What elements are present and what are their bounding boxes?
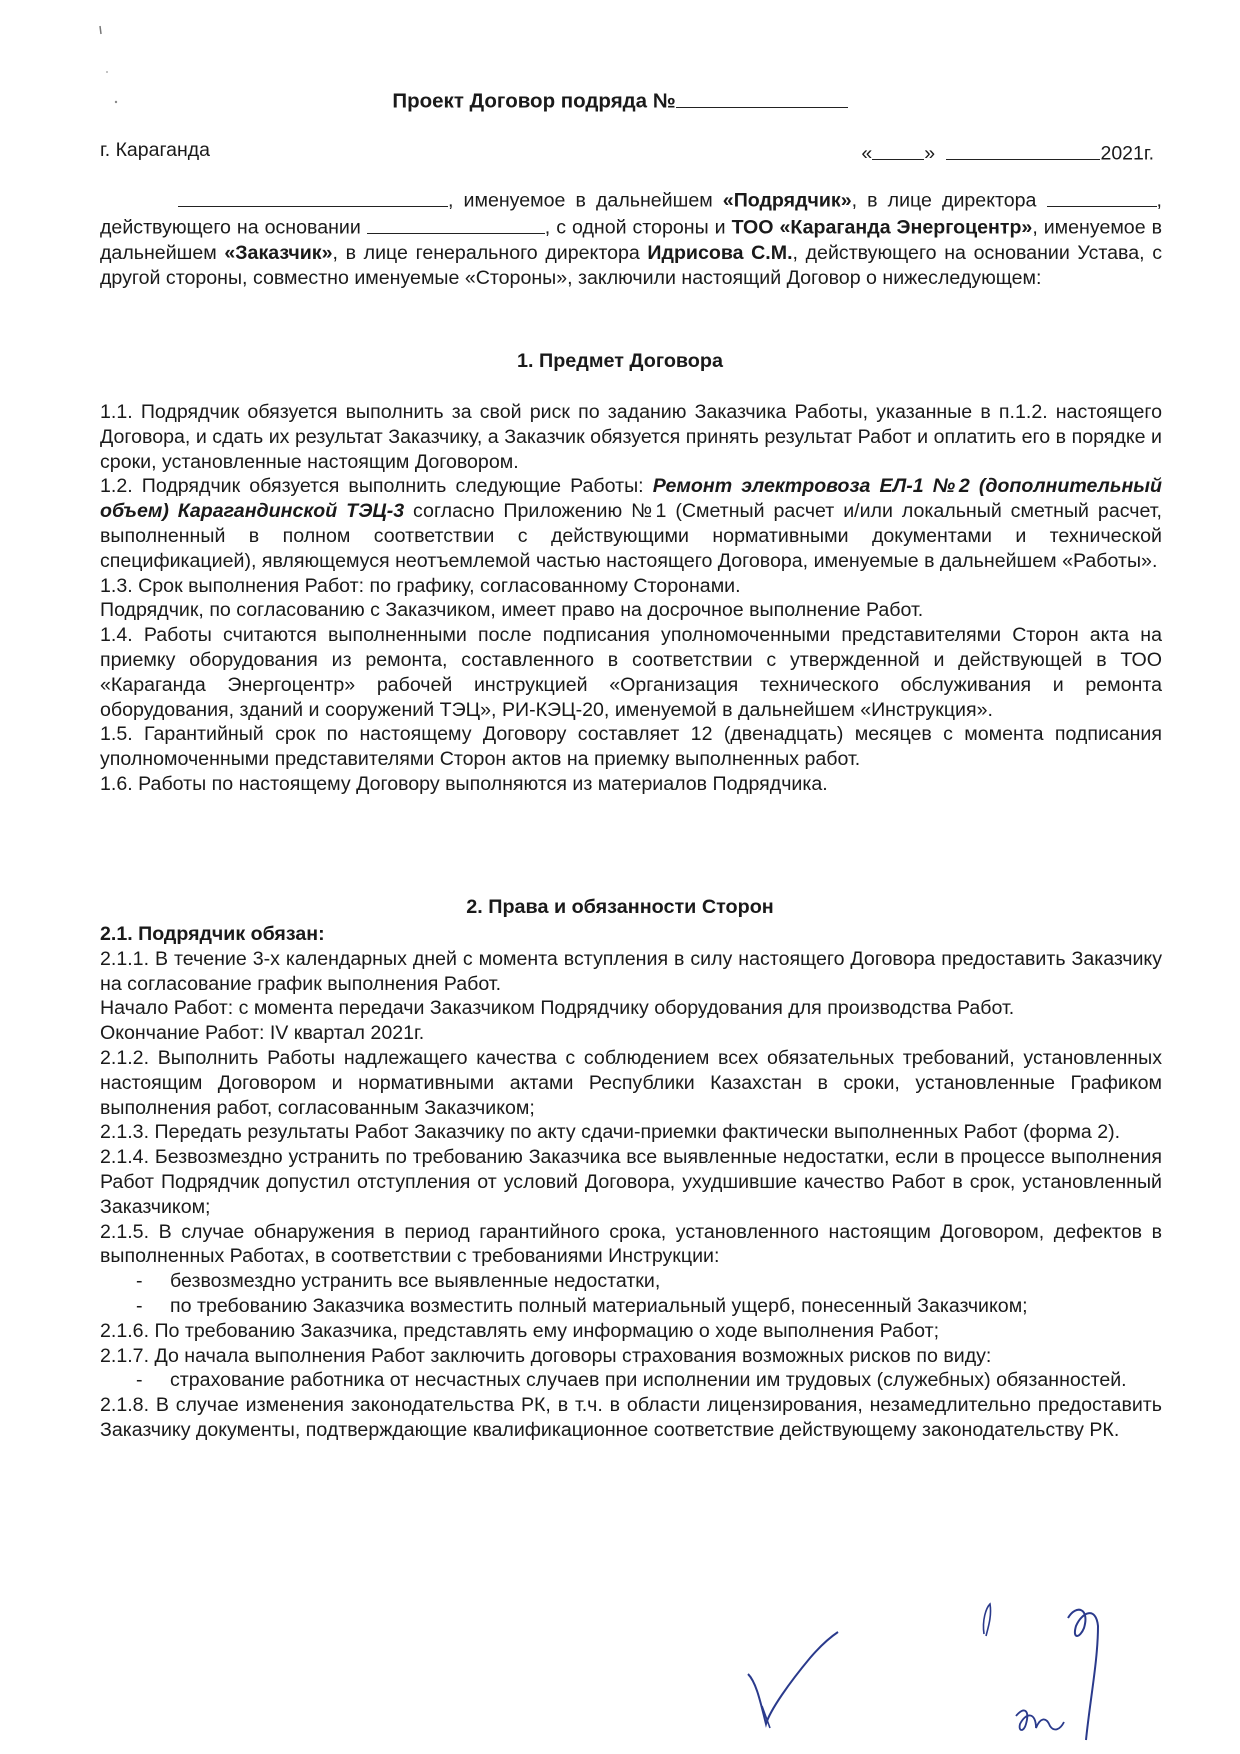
clause-2-1-4: 2.1.4. Безвозмездно устранить по требованию Заказчика все выявленные недостатки, если в процессе выполнения Работ Подрядчик допустил отступления от условий Договора, ухудшившие качество Работ в срок, установленный Заказчиком;: [100, 1146, 1162, 1218]
preamble-text-2: , в лице директора: [851, 189, 1047, 212]
bullet-dash: -: [136, 1294, 143, 1317]
bullet-text: страхование работника от несчастных случаев при исполнении им трудовых (служебных) обязанностей.: [170, 1369, 1127, 1392]
customer-term: «Заказчик»: [224, 241, 333, 264]
bullet-dash: -: [136, 1270, 143, 1293]
bullet-text: по требованию Заказчика возместить полный материальный ущерб, понесенный Заказчиком;: [170, 1294, 1028, 1317]
director-name-blank: [1047, 186, 1157, 207]
preamble-text-1: , именуемое в дальнейшем: [448, 189, 723, 212]
customer-company: ТОО «Караганда Энергоцентр»: [731, 216, 1033, 239]
clause-2-1-1: 2.1.1. В течение 3-х календарных дней с момента вступления в силу настоящего Договора предоставить Заказчику на согласование график выполнения Работ.: [100, 947, 1162, 995]
subsection-2-1-title: [100, 922, 1162, 947]
work-description: Ремонт электровоза ЕЛ-1 №2 (дополнительный объем) Карагандинской ТЭЦ-3: [100, 475, 1163, 523]
section-2-body: [100, 922, 1162, 1443]
section-1-title: 1. Предмет Договора: [517, 350, 723, 372]
contract-number-blank: [676, 86, 848, 108]
section-2-title: 2. Права и обязанности Сторон: [466, 896, 774, 918]
clause-1-1: 1.1. Подрядчик обязуется выполнить за свой риск по заданию Заказчика Работы, указанные в п.1.2. настоящего Договора, и сдать их результат Заказчику, а Заказчик обязуется принять результат Работ и оплатить его в порядке и сроки, установленные настоящим Договором.: [100, 401, 1162, 473]
clause-1-5: 1.5. Гарантийный срок по настоящему Договору составляет 12 (двенадцать) месяцев с момента подписания уполномоченными представителями Сторон актов на приемку выполненных работ.: [100, 723, 1162, 771]
scan-specks: [0, 0, 1240, 160]
work-end: Окончание Работ: IV квартал 2021г.: [100, 1022, 425, 1045]
preamble: [100, 186, 1162, 290]
bullet-text: безвозмездно устранить все выявленные недостатки,: [170, 1270, 661, 1293]
basis-blank: [367, 213, 545, 234]
clause-2-1-5: 2.1.5. В случае обнаружения в период гарантийного срока, установленного настоящим Договором, дефектов в выполненных Работах, в соответствии с требованиями Инструкции:: [100, 1220, 1162, 1268]
date-line: [861, 139, 1154, 166]
city-label: г. Караганда: [100, 139, 210, 161]
clause-2-1-3: 2.1.3. Передать результаты Работ Заказчику по акту сдачи-приемки фактически выполненных Работ (форма 2).: [100, 1121, 1121, 1144]
clause-1-2-text-b: согласно Приложению №1 (Сметный расчет и/или локальный сметный расчет, выполненный в полном соответствии с действующими нормативными документами и технической спецификацией), являющемуся неотъемлемой частью настоящего Договора, именуемые в дальнейшем «Работы».: [100, 500, 1162, 572]
preamble-text-7: , действующего на основании Устава, с другой стороны, совместно именуемые «Стороны», заключили настоящий Договор о нижеследующем:: [100, 241, 1162, 289]
month-blank: [946, 139, 1100, 160]
contractor-term: «Подрядчик»: [722, 189, 852, 212]
clause-2-1-6: 2.1.6. По требованию Заказчика, представлять ему информацию о ходе выполнения Работ;: [100, 1319, 940, 1342]
clause-2-1-8: 2.1.8. В случае изменения законодательства РК, в т.ч. в области лицензирования, незамедлительно предоставить Заказчику документы, подтверждающие квалификационное соответствие действующему законодательству РК.: [100, 1394, 1162, 1441]
date-year: 2021г.: [1100, 142, 1154, 165]
document-title: [0, 86, 1240, 114]
contractor-name-blank: [178, 186, 448, 207]
clause-1-6: 1.6. Работы по настоящему Договору выполняются из материалов Подрядчика.: [100, 772, 828, 795]
day-blank: [872, 139, 924, 160]
clause-1-3-note: Подрядчик, по согласованию с Заказчиком, имеет право на досрочное выполнение Работ.: [100, 599, 924, 622]
clause-1-4: 1.4. Работы считаются выполненными после подписания уполномоченными представителями Сторон акта на приемку оборудования из ремонта, составленного в соответствии с утвержденной и действующей в ТОО «Караганда Энергоцентр» рабочей инструкцией «Организация технического обслуживания и ремонта оборудования, зданий и сооружений ТЭЦ», РИ-КЭЦ-20, именуемой в дальнейшем «Инструкция».: [100, 624, 1162, 721]
bullet-dash: -: [136, 1369, 143, 1392]
signature-2: [980, 1600, 1150, 1750]
director-name: Идрисова С.М.: [647, 241, 793, 264]
list-item: [100, 1368, 1162, 1393]
date-quote-open: «: [861, 142, 873, 165]
preamble-text-6: , в лице генерального директора: [332, 241, 648, 264]
clause-2-1-2: 2.1.2. Выполнить Работы надлежащего качества с соблюдением всех обязательных требований, установленных настоящим Договором и нормативными актами Республики Казахстан в сроки, установленные Графиком выполнения работ, согласованным Заказчиком;: [100, 1046, 1162, 1119]
preamble-text-5: , именуемое в дальнейшем: [100, 216, 1162, 264]
preamble-text-4: , с одной стороны и: [544, 216, 732, 239]
title-text: Проект Договор подряда №: [392, 89, 676, 113]
section-1-body: [100, 400, 1162, 797]
preamble-text-3: , действующего на основании: [100, 189, 1162, 239]
subsection-2-1-label: 2.1. Подрядчик обязан:: [100, 923, 325, 945]
list-item: [100, 1269, 1162, 1294]
signature-1: [740, 1630, 850, 1742]
clause-1-2: [100, 474, 1162, 573]
date-quote-close: »: [924, 142, 936, 165]
list-item: [100, 1294, 1162, 1319]
clause-1-3: 1.3. Срок выполнения Работ: по графику, согласованному Сторонами.: [100, 574, 741, 597]
clause-2-1-7: 2.1.7. До начала выполнения Работ заключить договоры страхования возможных рисков по виду:: [100, 1344, 992, 1367]
clause-1-2-text-a: 1.2. Подрядчик обязуется выполнить следующие Работы:: [100, 475, 653, 498]
work-start: Начало Работ: с момента передачи Заказчиком Подрядчику оборудования для производства Работ.: [100, 997, 1015, 1020]
